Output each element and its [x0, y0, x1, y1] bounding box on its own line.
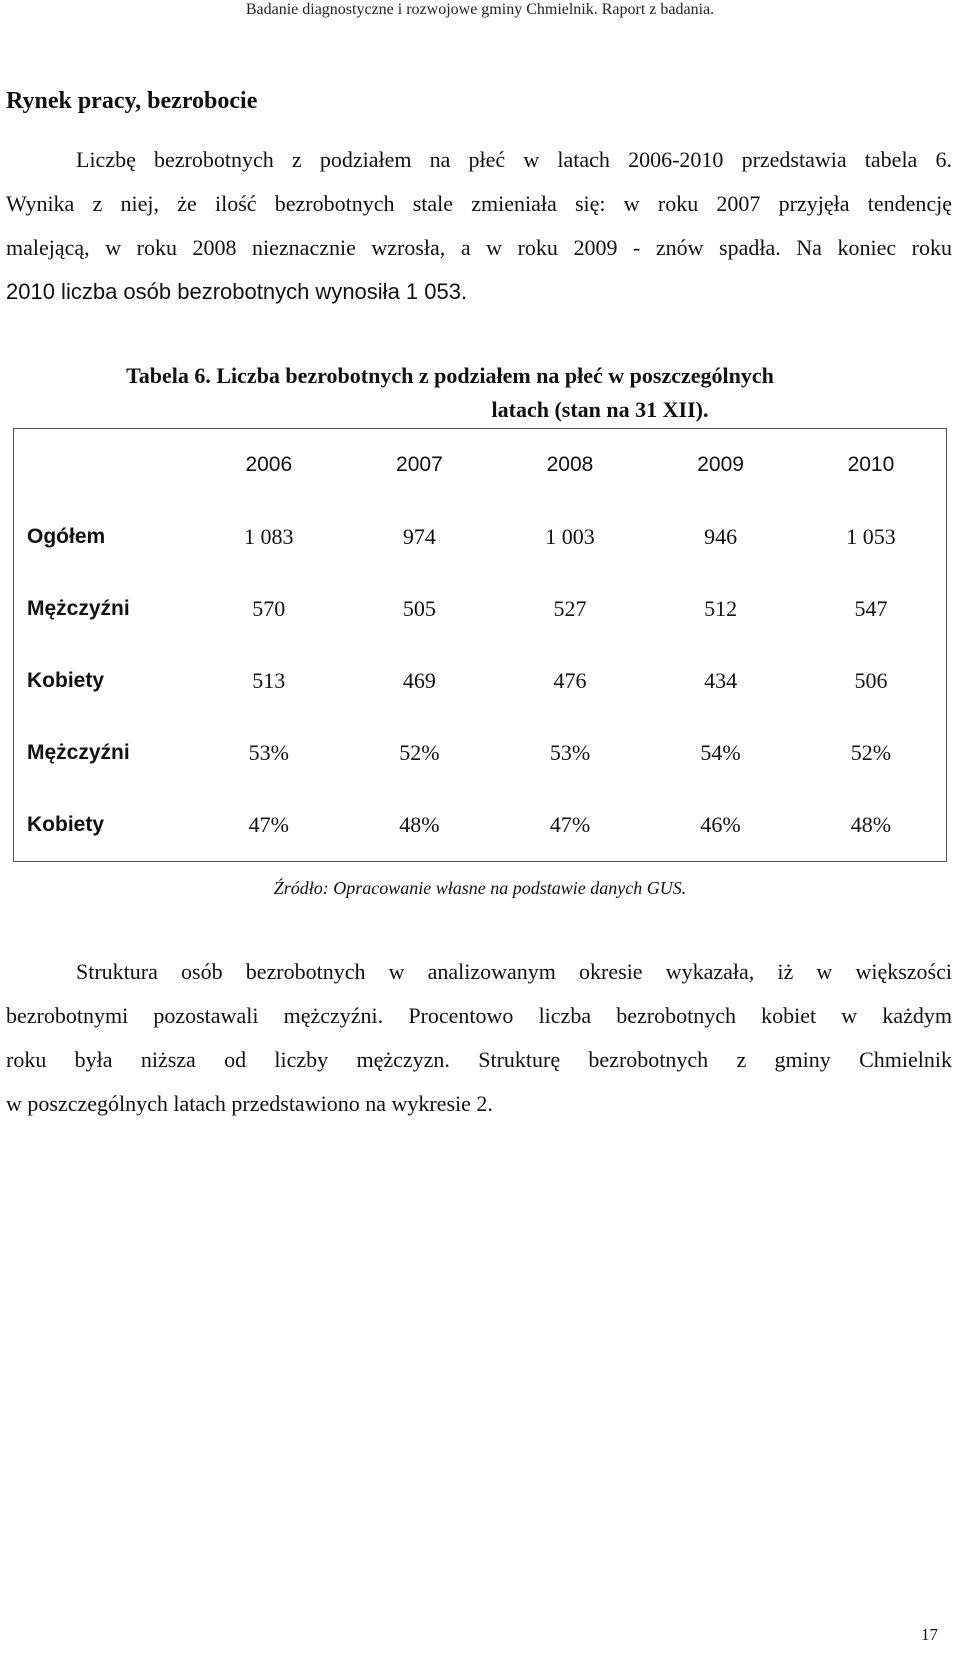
table-cell: 1 083: [244, 524, 294, 549]
table-cell: 53%: [248, 740, 289, 765]
table-cell: 1 003: [545, 524, 595, 549]
structure-line-2: bezrobotnymi pozostawali mężczyźni. Procentowo liczba bezrobotnych kobiet w każdym: [6, 1003, 952, 1028]
page-number: 17: [921, 1625, 938, 1644]
intro-paragraph: [6, 138, 952, 314]
table-caption-continued: latach (stan na 31 XII).: [491, 397, 709, 422]
table-cell: 52%: [399, 740, 440, 765]
table-cell: 513: [252, 668, 286, 693]
table-cell: 47%: [549, 812, 591, 837]
table-cell: 469: [402, 668, 436, 693]
structure-line-3: roku była niższa od liczby mężczyzn. Strukturę bezrobotnych z gminy Chmielnik: [6, 1047, 952, 1072]
column-header: 2006: [245, 453, 293, 476]
table-cell: 512: [704, 596, 738, 621]
table-cell: 434: [704, 668, 738, 693]
structure-line-1: Struktura osób bezrobotnych w analizowanym okresie wykazała, iż w większości: [76, 959, 952, 984]
table-cell: 570: [252, 596, 286, 621]
row-label: Mężczyźni: [27, 597, 130, 620]
table-row: [14, 789, 947, 862]
intro-line-3: malejącą, w roku 2008 nieznacznie wzrosła, a w roku 2009 - znów spadła. Na koniec roku: [6, 235, 952, 260]
table-cell: 974: [402, 524, 436, 549]
section-heading: Rynek pracy, bezrobocie: [6, 88, 258, 114]
intro-line-4: 2010 liczba osób bezrobotnych wynosiła 1 053.: [6, 279, 468, 304]
table-cell: 52%: [850, 740, 892, 765]
table-cell: 506: [854, 668, 888, 693]
table-source-note: Źródło: Opracowanie własne na podstawie danych GUS.: [273, 878, 687, 898]
table-row: [14, 717, 947, 789]
table-row: [14, 645, 947, 717]
column-header: 2008: [546, 453, 594, 476]
column-header: 2009: [697, 453, 744, 476]
intro-line-2: Wynika z niej, że ilość bezrobotnych stale zmieniała się: w roku 2007 przyjęła tendencję: [6, 191, 952, 216]
table-cell: 476: [553, 668, 587, 693]
row-label: Kobiety: [27, 669, 105, 692]
column-header: 2010: [847, 453, 895, 476]
running-header: Badanie diagnostyczne i rozwojowe gminy Chmielnik. Raport z badania.: [245, 1, 715, 18]
row-label: Mężczyźni: [27, 741, 130, 764]
table-cell: 48%: [399, 812, 440, 837]
row-label: Kobiety: [27, 813, 105, 836]
row-label: Ogółem: [27, 525, 106, 548]
table-cell: 527: [553, 596, 587, 621]
table-header-row: [14, 429, 947, 502]
table-cell: 946: [704, 524, 738, 549]
table-cell: 47%: [248, 812, 289, 837]
table-cell: 53%: [549, 740, 591, 765]
table-cell: 547: [854, 596, 888, 621]
structure-line-4: w poszczególnych latach przedstawiono na wykresie 2.: [6, 1091, 493, 1116]
table-cell: 505: [402, 596, 436, 621]
table-row: [14, 573, 947, 645]
table-cell: 54%: [700, 740, 741, 765]
intro-line-1: Liczbę bezrobotnych z podziałem na płeć w latach 2006-2010 przedstawia tabela 6.: [76, 147, 952, 172]
structure-paragraph: [6, 950, 952, 1126]
table-row: [14, 501, 947, 573]
table-cell: 1 053: [846, 524, 896, 549]
table-caption: Tabela 6. Liczba bezrobotnych z podziałem na płeć w poszczególnych: [126, 363, 774, 388]
unemployment-table: [13, 428, 947, 862]
column-header: 2007: [396, 453, 443, 476]
header-empty-cell: [14, 429, 194, 502]
table-cell: 48%: [850, 812, 892, 837]
table-cell: 46%: [700, 812, 741, 837]
